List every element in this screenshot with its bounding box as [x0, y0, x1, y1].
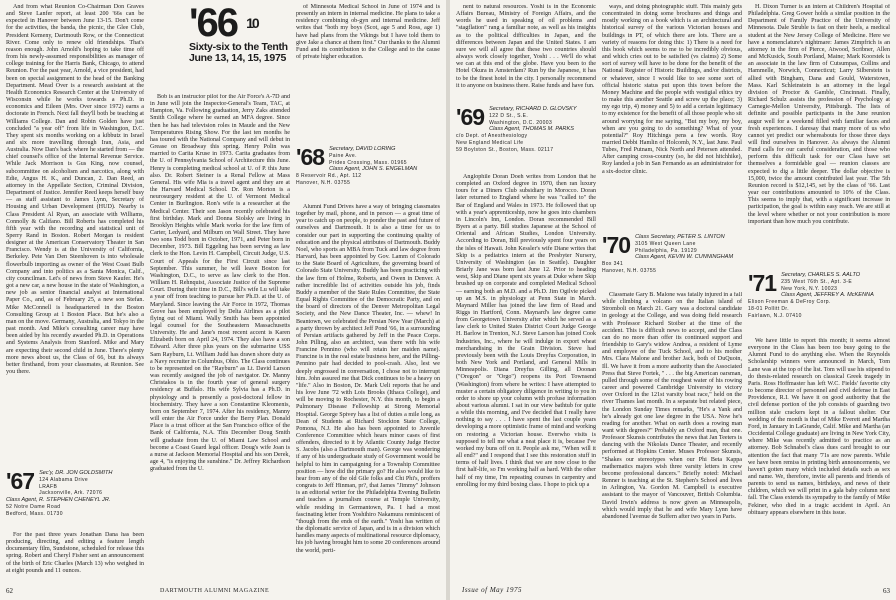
reunion-title-line2: June 13, 14, 15, 1975	[189, 52, 287, 64]
class67-address1: 124 Alabama Drive	[39, 476, 89, 483]
class68-address2: Prides Crossing, Mass. 01965	[329, 159, 407, 166]
class68-year: '68	[296, 144, 325, 170]
class71-agent: Class Agent, JEFFREY A. McKENNA	[781, 292, 874, 299]
class67-agent-address1: 52 Notre Dame Road	[6, 503, 61, 510]
class70-agent: Class Agent, KEVIN W. CUNNINGHAM	[635, 254, 734, 261]
class68-notes: Alumni Fund Drives have a way of bringing classmates together by mail, phone, and in person — a great time of year to catch up on people, to ponder the past and future of ourselves and Dartmouth. It is also a time for us to consider our part in supporting the continuing quality of education and the physical attributes of Dartmouth. Buddy Noel, who sports an MBA from Tuck and law degree from Harvard, has been appointed by Gov. Lamm of Colorado to the State Board of Agriculture, the governing board of Colorado State University. Buddy has been practicing with the law firm of Holme, Roberts, and Owen in Denver. A rather incredible list of activities outside his job, finds Buddy a member of the State Rules Committee, the State Equal Rights Committee of the Democratic Party, and on the board of directors of the Denver Metropolitan Legal Society, and the New Dance Theater, Inc. — whew! In Beantown, we celebrated the Persian New Year (March) at a party thrown by architect Jeff Pond '66, in a surrounding of Persian artifacts gathered by Jeff in the Peace Corps. John Pilling, also an architect, was there with his wife Francine Pennino (who will retain her maiden name). Francine is in the real estate business here, and the Pilling-Pennino pair had decided to pool-crash. Also, lest we deeply engrossed in conversation, I chose not to interrupt him. John assured me that Dick continues to be a heavy on "life." Also in Boston, Dr. Mark Ueli reports that he and his love June '72 with Lois Brooks (Ithaca College), and will be moving to Rochester, N.Y. this month, to begin a Pulmonary Disease Fellowship at Strong Memorial Hospital. George Spivey has a list of duties a mile long, as Dean of Students at Richard Stockton State College, Pomona, N.J. He also has been appointed to Juvenile Conference Committee which hears minor cases of first offenders, directed to it by Atlantic County Judge Hector S. Jacobs (also a Dartmouth man). George was wondering if any of his undergraduate study of Government would be helpful to him in campaigning for a Township Committee position — how did the primary go? He also would like to hear from any of the old Gile folks and Chi Phi's, proffers congrats to Jeff Hinman, pr?, that James "Jimmy" Johnson is an editorial writer for the Philadelphia Evening Bulletin and teaches a journalism course at Temple University, while residing in Germantown, Pa. I had a most fascinating letter from Yoshihiro Nakamura reminiscent of "though from the ends of the earth." Yoshi has written of the diplomatic service of Japan, and is in a division which handles many aspects of multinational resource diplomacy, his job having brought him to some 20 conferences around the world, perti-	[296, 204, 440, 554]
class67-header	[6, 470, 144, 530]
class71-header	[748, 272, 890, 336]
left-running-head: DARTMOUTH ALUMNI MAGAZINE	[160, 588, 270, 594]
reunion-tenth-numeral: 10	[246, 15, 258, 31]
class68-closing-notes: nent to natural resources. Yoshi is in the Economic Affairs Bureau, Ministry of Foreign Affairs, and the words he used in speaking of oil problems and "stagflation" rang a familiar note, as well as his insights as to the political difficulties in Japan, and the differences between Japan and the United States. I am sure we will all agree that these two countries should always work closely together, Yoshi . . . We'll do what we can at this end of the globe. Have you been to the Hotel Okura in Amsterdam? Run by the Japanese, it has to be the finest hotel in the city. I personally recommend it to anyone on business there. Raise funds and have fun.	[456, 4, 596, 89]
class71-address2: New York, N.Y. 10023	[781, 285, 838, 292]
class68-address1: Paine Ave.	[329, 152, 357, 159]
right-col-1	[456, 4, 596, 104]
class71-agent-address1: Elison Freeman & DeFroy Corp.	[748, 299, 831, 306]
class71-year: '71	[748, 270, 777, 296]
class69-secretary: Secretary, RICHARD D. GLOVSKY	[489, 106, 577, 112]
class68-header	[296, 146, 440, 202]
class70-header	[602, 234, 742, 290]
class71-address1: 235 West 76th St., Apt. 3-E	[781, 278, 853, 285]
running-head-prefix: Issue of	[462, 586, 488, 594]
class69-agent-address2: New England Medical Life	[456, 139, 524, 146]
class67-year: '67	[6, 468, 35, 494]
class69-agent-address3: 59 Boylston St., Boston, Mass. 02117	[456, 146, 554, 153]
class68-agent: Class Agent, JOHN S. ENGELMAN	[329, 166, 418, 173]
class67-closing-notes: of Minnesota Medical School in June of 1974 and is presently an intern in internal medicine. He plans to take a residency combining ob-gyn and internal medicine. Jeff writes that "both my boys (Scot, age 5 and Ross, age 1) have had plans from the Vikings but I have told them to give Jake a chance at them first." Our thanks to the Alumni Fund and its contribution to the College and to the cause of private higher education.	[296, 4, 440, 61]
class70-agent-address1: Box 341	[602, 261, 624, 268]
class69-agent: Class Agent, THOMAS M. PARKS	[489, 126, 574, 133]
class70-address1: 3105 West Queen Lane	[635, 240, 696, 247]
right-col-2-after	[602, 292, 742, 588]
class71-agent-address3: Fairlawn, N.J. 07410	[748, 312, 802, 319]
running-head-month: May 1975	[489, 586, 523, 594]
class69-agent-address1: c/o Dept. of Anesthesiology	[456, 133, 528, 140]
class68-agent-address2: Hanover, N.H. 03755	[296, 179, 351, 186]
right-col-1-after	[456, 174, 596, 588]
class71-notes: We have little to report this month; it seems almost everyone in the Class has been too busy going to the Alumni Fund to do anything else. When the Reynolds Scholarship winners were announced in March, Tom Lane was at the top of the list. Tom will use his stipend to do thesis-related research on classical Greek tragedy in Paris. Ross Hoffmaster has left W.C. Fields' favorite city to become director of personnel and civil defense in East Providence, R.I. We have it on good authority that the civil defense portion of the job consists of guarding two million stale crackers kept in a fallout shelter. Our wedding of the month is that of Mike Everett and Martha Ford, in January in LaGrande, Calif. Mike and Martha (an Occidental College graduate) are living in New York City, where Mike was recently admitted to practice as an attorney. Bob Schnabel's class dues card brought to our attention the fact that many '71s are now parents. While we have been remiss in printing birth announcements, we haven't gotten many which included details such as sex and name. We, therefore, invite all parents and friends of parents to send us names, birthdays, and news of their children, which we will print in a gala baby column next fall. The Class extends its sympathy to the family of Mike Fekiner, who died in a tragic accident in April. An obituary appears elsewhere in this issue.	[748, 338, 890, 516]
class68-agent-address1: 8 Reservoir Rd., Apt. 112	[296, 173, 362, 180]
class69-year: '69	[456, 104, 485, 130]
left-page	[0, 0, 446, 600]
class70-secretary: Class Secretary, PETER S. LINTON	[635, 234, 725, 240]
reunion-year-numeral: '66	[189, 1, 238, 45]
class69-header	[456, 106, 596, 172]
right-col-3-after	[748, 338, 890, 588]
left-folio: 62	[6, 587, 13, 595]
class67-notes: For the past three years Jonathan Dana has been producing, directing, and editing a feature length documentary film, Sundstone, scheduled for release this spring. Robert and Cheryl Fisher sent an announcement of the birth of Eric Charles (March 13) who weighed in at eight pounds and 11 ounces.	[6, 532, 144, 574]
class67-address3: Jacksonville, Ark. 72076	[39, 490, 103, 497]
class67-agent-address2: Bedford, Mass. 01730	[6, 510, 63, 517]
class69-continued-notes: ways, and doing photographic stuff. This mainly gets concentrated in doing some brochures and things and mostly working on a book which is an architectural and historical survey of the various Victorian houses and buildings in PT, of which there are lots. There are a variety of reasons for doing this: 1) There is a need for this book which seems to me to be incredibly obvious, and which cries out to be satisfied (vs claims) 2) Some sort of survey will have to be done for the benefit of the National Register of Historic Buildings, and/or districts, or whatever, since I would like to see some sort of official historic status put upon this town before the Money Machine and the people with vestigial ethics try to make this another Seattle and screw up the place; 3) my ego trip, 4) money and 5) to add a certain legitimacy to my existence for the benefit of all those people who sit around worrying for me saying, "But my boy, my boy, when are you going to do something? What of your potential?" Roy Hitchings pens a few words. Roy married Debbi Hamlin of Holcomb, N.Y., last June. Paul Tubes, Fred Putnam, Nick North and Petersen attended. After camping cross-country (so, he did not hitchhike), Roy landed a job in San Fernando as an administrator for a six-doctor clinic.	[602, 4, 742, 175]
class69-notes: Anglophile Doran Doeh writes from London that he completed an Oxford degree in 1970, then ran luxury tours for a Diners Club subsidiary in Morocco. Doran later returned to England where he was "called to" the Bar of England and Wales in 1973. He followed that up with a year's apprenticeship, now he goes into chambers in Lincoln's Inn, London. Doran recommended Bill Byers at a party. Bill studies Japanese at the School of Oriental and African Studies, London University. According to Doran, Bill previously spent four years on the isles of Hawaii. John Kessler's wife Diane writes that Skip is a pediatrics intern at the Presbyter Nursery, University of Washington (as in Seattle). Daughter Briarly Jane was born last June 12. Prior to heading west, Skip and Diane spent six years at Duke where Skip brushed up on corporate and completed Medical School — earning both an M.D. and a Ph.D. Jim Ogilvie picked up an M.S. in physiology at Penn State in March. Maynard Miller has joined the law firm of Read and Riggs in Hartford, Conn. Maynard's law degree came from Georgetown University after which he served as a law clerk to United States District Court Judge George H. Barlow in Trenton, N.J. Steve Larson has joined Cook Industries, Inc., where he will indulge in export wheat merchandising in the Grain Division. Steve had previously been with the Louis Dreyfus Corporation, in both New York and Portland, and General Mills in Minneapolis. Diana Dreyfus Gilling, all Doonan ("Oregon" or "Orgo") reopens its Port Townsend (Washington) from where he writes: I have attempted to muster a certain obligatory diligence in writing to you in order to shore up your column with profuse information about various alumni. I sat in our view bathtub for quite a while this morning, and I've decided that I really have nothing to say . . . I have spent the last couple years developing a more optimistic frame of mind and working on restoring a Victorian house. Everwho visits is supposed to tell me what a neat place it is, because I've worked my buns off on it. People ask me, "When will it all end?" and I respond that I see this restoration stuff in terms of half lives. I think that we are now close to the first half-life, so I'm working half as hard. With the other half of my time, I'm repeating courses in carpentry and enrolling for my third boxing class. I hope to pick up a	[456, 174, 596, 488]
class67-address2: LRAFB	[39, 483, 58, 490]
right-running-head	[462, 586, 522, 594]
class67-continued-notes: Bob is an instructor pilot for the Air Force's A-7D and in June will join the Inspector-General's Team, TAC, at Hampton, Va. Following graduation, Jerry Zaks attended Smith College where he earned an MFA degree. Since then he has had television roles in Maude and the New Temperatures Rising Show. For the last ten months he has toured with the National Company and will debut in Grease on Broadway this spring. Henry Polin was married to Carita Kruse in 1973. Carita graduates from the U. of Pennsylvania School of Architecture this June. Henry is completing medical school at U. of P. this June also. Dr. Robert Steiner is a Renal Fellow at Mass General. His wife Mia is a travel agent and they are at the Harvard Medical School. Dr. Ron Morton is a neurosurgery resident at the U. of Vermont Medical Center in Burlington. Ron's wife is a researcher at the Medical Center. Their son Jason recently celebrated his first birthday. Mark and Donna Siolsky are living in Brooklyn Heights while Mark works for the law firm of Carter, Ledyard, and Milburn on Wall Street. They have two sons Todd born in October, 1971, and Peter born in December, 1973. Bill Eggeling has been serving as law clerk to the Hon. Levin H. Campbell, Circuit Judge, U.S. Court of Appeals for the First Circuit since last September. This summer, he will leave Boston for Washington, D.C., to serve as law clerk to the Hon. William H. Rehnquist, Associate Justice of the Supreme Court. During their time in D.C., Bill's wife Lu will take a year off from teaching to pursue her Ph.D. at the U. of Maryland. Since leaving the Air Force in 1972, Thomas Grove has been employed by Delta Airlines as a pilot flying out of Miami. Wally Smith has been appointed legal counsel for the Southeastern Massachusetts University. He and Jane's most recent accent is Karen Elizabeth born on April 24, 1974. They also have a son Edward. After three plus years on the submarine USS Sam Rayburn, Lt. William Judd has drawn shore duty as a Navy recruiter in Columbus, Ohio. The Class continues to be represented on the "Rayburn" as Lt. David Larson was recently assigned the job of navigator. Dr. Manny Christakos is in the fourth year of general surgery residency at Buffalo. His wife Sylvia has a Ph.D. in physiology and is presently a post-doctoral fellow in biochemistry. They have a son Constantine Kleomenis, born on September 7, 1974. After his residency, Manny will enter the Air Force under the Berry Plan. Donald Place is a trust officer at the San Francisco office of the Bank of California, N.A. This December Doug Smith will graduate from the U. of Miami Law School and become a Coast Guard legal officer. Doug's wife Joan is a nurse at Jackson Memorial Hospital and his son Derek, age 4, "is enjoying the sunshine." Dr. Jeffrey Richardson graduated from the U.	[150, 94, 290, 473]
right-col-2	[602, 4, 742, 230]
class70-notes: Classmate Gary B. Malone was fatally injured in a fall while climbing a volcano on the Italian island of Stromboli on March 21. Gary was a doctoral candidate in geology at the College, and was doing field research with Professor Richard Stoiber at the time of the accident. This is difficult news to accept, and the Class can do no more than offer its continued support and friendship to Gary's widow Andrea, a resident of Lyme and employee of the Tuck School, and to his mother Mrs. Clara Malone and brother Jack, both of DuQuoin, Ill. We have it from a more authority than the Associated Press that Steve Fortek, '' . . . the big American oarsman, pulled through some of the roughest water of his rowing career and powered Cambridge University to victory over Oxford in the 121st varsity boat race," held on the river Thames last month. In a separate but related piece, the London Sunday Times remarks, "He's a Yank and he's already got one law degree in the USA. Now he's reading for another. What on earth does a rowing man want with degrees?" Probably an Oxford man, that one. Professor Skunsis contributes the news that Jan Teeters is dancing with the Nikolais Dance Theater, and recently performed at Hopkins Center. Muses Professor Skunsis, "Shakes our stereotypes when our Phi Beta Kappa mathematics majors wish three varsity letters in crew become professional dancers." Briefly noted: Michael Renner is teaching at the St. Stephen's School and lives in Arlington, Va. Gordon M. Campbell is executive assistant to the mayor of Vancouver, British Columbia. David Irwin's address is now given as Minneapolis, which would imply that he and wife Mary Lynn have abandoned l'avenue de Suffern after two years in Paris.	[602, 292, 742, 520]
class70-address2: Philadelphia, Pa. 19129	[635, 247, 698, 254]
right-folio: 63	[883, 587, 890, 595]
class69-address2: Washington, D.C. 20003	[489, 119, 553, 126]
left-col-3	[296, 4, 440, 130]
class66-notes: And from what Reunion Co-Chairman Don Graves and Steve Lanfer report, at least 200 '66s can be expected in Hanover between June 13-15. Don't come for the activities, the banda, the picnic, the Glee Club, President Kemeny, Dartmouth Row, or the Connecticut River. Come only to renew old friendships. That's reason enough. John Arnold's hoping to take time off from his newly-assumed responsibilities as manager of college training for the Harris Bank, Chicago, to attend Reunion. For the past year, Arnold, a vice president, had been on special assignment to the head of the Banking Department. Mead Over is a research assistant at the Health Economics Research Center at the University of Wisconsin while he works towards a Ph.D. in economics and Eileen (Mrs. Over since 1972) earns a doctorate in French. Next fall they'll both be teaching at Williams College. Dan and Robin Golden have just concluded "a year off" from life in Washington, D.C. They spent six months working on a kibbutz in Israel and six more travelling through Iran, Asia, and Australia. Now Dan's back where he started from — the chief counsel's office of the Internal Revenue Service. While Jack Morrison is Gus King, now counsel, subcommittee on alcoholism and narcotics, along with Edie, Angus H. K., and Duncan, 2. Dan Reed, an attorney in the Appellate Section, Criminal Division, Department of Justice. Jennifer Reed keeps herself busy — as staff assistant to James Lynn, Secretary of Housing and Urban Development (HUD). Nearby is Class President Al Ryan, an associate with Williams, Connolly & Califano. Bill Roberts has completed his fifth year with the recording and statistical unit of Sperry Rand in Boston. Robert Morgan is resident designer at the American Conservatory Theater in San Francisco. Wendy is at the University of California, Berkeley. Pete Van Den Steenhoven is into wholesale flowerbulb importing as owner of the West Coast Bulb Company and into politics as a Santa Monica, Calif., city councilman. Let's of news from Steve Kaufer. He's got a new car, a new house in the state of Washington, a new job as senior financial analyst at International Paper Co., and, as of February 25, a new son Stefan. Mike McConnell is headquartered in the Boston Consulting Group at 1 Boston Place. But he's also a man on the move. Germany, Australia, and Tokyo in the past month. And Mike's consulting career may have been aided by his recently awarded Ph.D. in Operations and Systems Analysis from Stanford. Mike and Mary are expecting their second child in June. There's plenty more news about us, the Class of 66, but its always better firsthand, from your classmates, at Reunion. See you there.	[6, 4, 144, 375]
class68-secretary: Secretary, DAVID LORING	[329, 146, 396, 152]
class70-year: '70	[602, 232, 631, 258]
class67-agent: Class Agent, R. STEPHEN CHENEYL JR.	[6, 497, 111, 504]
right-col-3	[748, 4, 890, 270]
reunion-title-line1: Sixty-six to the Tenth	[189, 41, 288, 53]
left-col-1-after	[6, 532, 144, 588]
left-col-3-after	[296, 204, 440, 588]
class71-agent-address2: 18-01 Pollitt Dr.	[748, 305, 789, 312]
class69-address1: 122 D St., S.E.	[489, 112, 529, 119]
left-col-2	[150, 94, 290, 588]
class71-secretary: Secretary, CHARLES S. AALTO	[781, 272, 861, 278]
class67-secretary: Sec'y, DR. JON GOLDSMITH	[39, 470, 113, 476]
right-page	[450, 0, 896, 600]
reunion-banner	[189, 1, 309, 64]
class70-continued-notes: H. Dixon Turner is an intern at Children's Hospital of Philadelphia. Greg Gower holds a similar position in the Department of Family Practice of the University of Minnesota. Dale Struble is fast on their heels, a medical student at the New Jersey College of Medicine. Here we have a nomenclature's nightmare: James Zimpfrich is an attorney in the firm of Pierce, Atwood, Scribner, Allen and McKusick, South Portland, Maine; Mark Koorstek is an associate in the law firm of Cutsumpas, Collins and Hammelle, Norwich, Connecticut; Larry Silberstein is allied with Bingham, Dana and Gould, Waterstown, Mass. Karl Schleinstein is an attorney in the legal division of Proctor & Gamble, Cincinnati. Finally, Richard Schulz assists the profession of Psychology at Carnegie-Mellon University, Pittsburgh. The lists of definite and possible participants in the June reunion augur well for a weekend filled with familiar faces and fresh experiences. I daresay that many more of us who cannot yet predict our whereabouts for those three days will find ourselves in Hanover. As always the Alumni Fund calls for our careful consideration, and those who perform this difficult task for our Class have set themselves a formidable goal — reunion classes are expected to dig a little deeper. The dollar objective is 15,000, twice the amount contributed last year. The 5th Reunion record is $12,145, set by the class of '66. Last year our contributions amounted to 10% of the Class. This seems to imply that, with a significant increase in participation, the goal is within easy reach. We are still at the level where whether or not your contribution is more important than how much you contribute.	[748, 4, 890, 225]
class70-agent-address2: Hanover, N.H. 03755	[602, 267, 657, 274]
